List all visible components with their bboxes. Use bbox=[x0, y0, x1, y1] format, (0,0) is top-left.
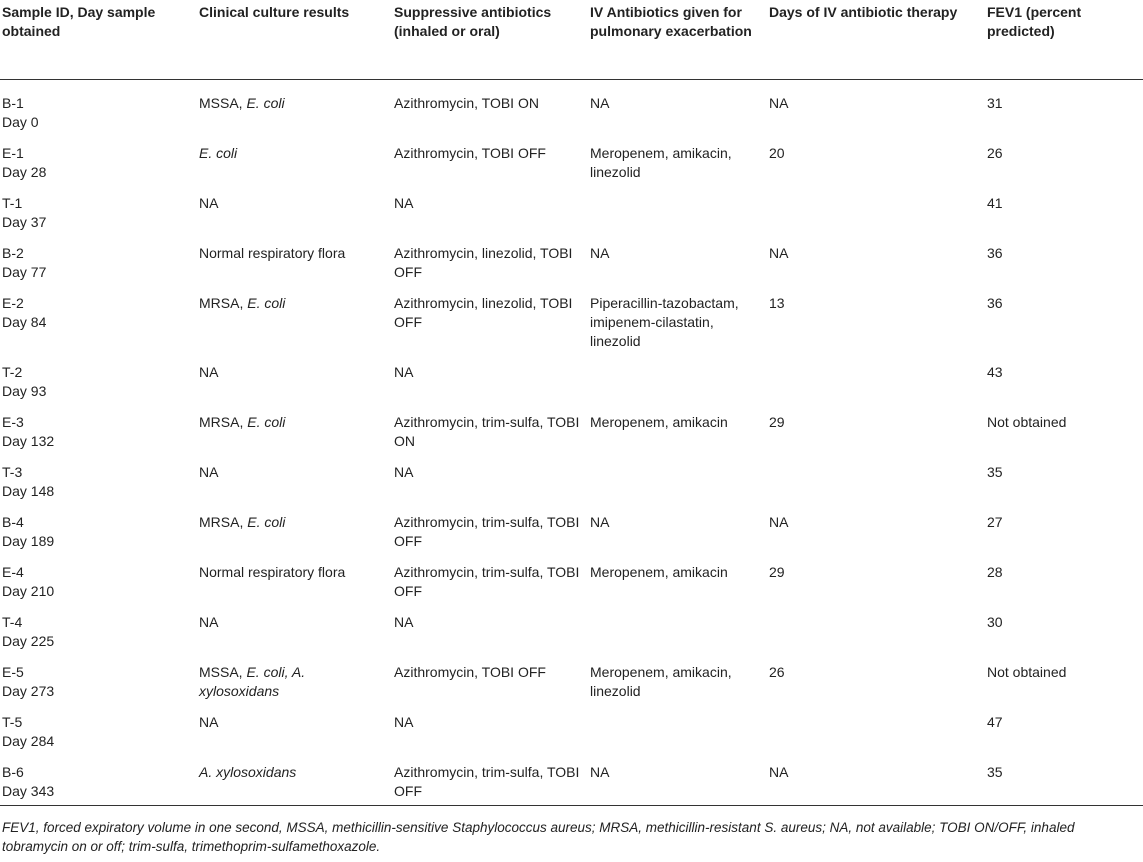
cell-fev1: 26 bbox=[987, 144, 1003, 161]
cell-sample-id bbox=[0, 701, 199, 751]
cell-iv-antibiotics bbox=[590, 601, 769, 651]
cell-fev1: 47 bbox=[987, 713, 1003, 730]
cell-suppressive-antibiotics: Azithromycin, trim-sulfa, TOBI OFF bbox=[394, 563, 580, 599]
cell-sample-id bbox=[0, 401, 199, 451]
header-days-iv-therapy: Days of IV antibiotic therapy bbox=[769, 0, 987, 79]
cell-culture-results bbox=[199, 351, 394, 401]
cell-days-iv-therapy bbox=[769, 351, 987, 401]
cell-culture-results bbox=[199, 132, 394, 182]
cell-suppressive-antibiotics: Azithromycin, trim-sulfa, TOBI OFF bbox=[394, 751, 590, 806]
cell-culture-results bbox=[199, 182, 394, 232]
cell-sample-id bbox=[0, 601, 199, 651]
cell-iv-antibiotics bbox=[590, 701, 769, 751]
table-row bbox=[0, 132, 1143, 182]
cell-fev1: 28 bbox=[987, 563, 1003, 580]
cell-fev1: 31 bbox=[987, 94, 1003, 111]
culture-segment: NA bbox=[199, 463, 219, 480]
culture-segment: MRSA, bbox=[199, 413, 248, 430]
cell-days-iv-therapy: 29 bbox=[769, 563, 785, 580]
cell-days-iv-therapy: NA bbox=[769, 513, 789, 530]
culture-segment: MRSA, bbox=[199, 294, 248, 311]
table-row bbox=[0, 351, 1143, 401]
sample-day: Day 210 bbox=[2, 582, 55, 599]
culture-segment: E. coli bbox=[247, 413, 286, 430]
cell-culture-results bbox=[199, 751, 394, 806]
cell-days-iv-therapy: 13 bbox=[769, 294, 785, 311]
cell-days-iv-therapy: NA bbox=[769, 244, 789, 261]
cell-suppressive-antibiotics: Azithromycin, trim-sulfa, TOBI OFF bbox=[394, 513, 580, 549]
culture-segment: MRSA, bbox=[199, 513, 248, 530]
cell-culture-results bbox=[199, 651, 394, 701]
cell-culture-results bbox=[199, 401, 394, 451]
cell-suppressive-antibiotics: NA bbox=[394, 463, 414, 480]
cell-iv-antibiotics: NA bbox=[590, 751, 769, 806]
cell-suppressive-antibiotics: Azithromycin, trim-sulfa, TOBI ON bbox=[394, 413, 580, 449]
sample-id: T-2 bbox=[2, 363, 23, 380]
culture-segment: E. coli bbox=[199, 144, 238, 161]
sample-day: Day 84 bbox=[2, 313, 47, 330]
cell-culture-results bbox=[199, 551, 394, 601]
cell-sample-id bbox=[0, 232, 199, 282]
cell-iv-antibiotics: NA bbox=[590, 94, 610, 111]
header-row bbox=[0, 0, 1143, 79]
sample-day: Day 273 bbox=[2, 682, 55, 699]
sample-day: Day 37 bbox=[2, 213, 47, 230]
cell-sample-id bbox=[0, 551, 199, 601]
sample-id: B-6 bbox=[2, 763, 24, 780]
sample-day: Day 93 bbox=[2, 382, 47, 399]
sample-id: B-2 bbox=[2, 244, 24, 261]
cell-iv-antibiotics: Meropenem, amikacin, linezolid bbox=[590, 663, 732, 699]
table-row bbox=[0, 232, 1143, 282]
cell-culture-results bbox=[199, 232, 394, 282]
sample-id: B-4 bbox=[2, 513, 24, 530]
sample-day: Day 0 bbox=[2, 113, 39, 130]
cell-fev1: 35 bbox=[987, 463, 1003, 480]
cell-suppressive-antibiotics: NA bbox=[394, 713, 414, 730]
cell-fev1: Not obtained bbox=[987, 413, 1067, 430]
cell-sample-id bbox=[0, 351, 199, 401]
cell-suppressive-antibiotics: NA bbox=[394, 194, 414, 211]
table-footnote: FEV1, forced expiratory volume in one second, MSSA, methicillin-sensitive Staphylococcus aureus; MRSA, methicillin-resistant S. aureus; NA, not available; TOBI ON/OFF, inhaled tobramycin on or off; trim-sulfa, trimethoprim-sulfamethoxazole. bbox=[2, 820, 1075, 854]
cell-sample-id bbox=[0, 751, 199, 806]
sample-id: E-1 bbox=[2, 144, 24, 161]
cell-culture-results bbox=[199, 79, 394, 132]
cell-fev1: 30 bbox=[987, 613, 1003, 630]
cell-fev1: 36 bbox=[987, 294, 1003, 311]
cell-culture-results bbox=[199, 501, 394, 551]
cell-iv-antibiotics bbox=[590, 182, 769, 232]
table-row bbox=[0, 79, 1143, 132]
cell-fev1: 35 bbox=[987, 751, 1143, 806]
sample-id: T-3 bbox=[2, 463, 23, 480]
sample-id: T-5 bbox=[2, 713, 23, 730]
sample-id: T-1 bbox=[2, 194, 23, 211]
table-row bbox=[0, 601, 1143, 651]
cell-suppressive-antibiotics: Azithromycin, TOBI OFF bbox=[394, 663, 546, 680]
cell-days-iv-therapy bbox=[769, 451, 987, 501]
sample-day: Day 28 bbox=[2, 163, 47, 180]
sample-id: E-5 bbox=[2, 663, 24, 680]
culture-segment: Normal respiratory flora bbox=[199, 244, 346, 261]
cell-iv-antibiotics: Meropenem, amikacin bbox=[590, 413, 728, 430]
cell-fev1: 27 bbox=[987, 513, 1003, 530]
culture-segment: E. coli, A. xylosoxidans bbox=[199, 663, 306, 699]
table-header bbox=[0, 0, 1143, 79]
table-row bbox=[0, 651, 1143, 701]
cell-iv-antibiotics: Meropenem, amikacin, linezolid bbox=[590, 144, 732, 180]
sample-id: B-1 bbox=[2, 94, 24, 111]
sample-day: Day 284 bbox=[2, 732, 55, 749]
sample-id: E-2 bbox=[2, 294, 24, 311]
cell-fev1: 41 bbox=[987, 194, 1003, 211]
sample-id: T-4 bbox=[2, 613, 23, 630]
cell-culture-results bbox=[199, 601, 394, 651]
table-row bbox=[0, 501, 1143, 551]
sample-day: Day 132 bbox=[2, 432, 55, 449]
header-sample-id: Sample ID, Day sample obtained bbox=[0, 0, 199, 79]
cell-days-iv-therapy: NA bbox=[769, 751, 987, 806]
culture-segment: NA bbox=[199, 713, 219, 730]
table-row bbox=[0, 282, 1143, 351]
cell-culture-results bbox=[199, 282, 394, 351]
cell-fev1: 36 bbox=[987, 244, 1003, 261]
table-row bbox=[0, 551, 1143, 601]
sample-day: Day 225 bbox=[2, 632, 55, 649]
cell-sample-id bbox=[0, 182, 199, 232]
cell-iv-antibiotics: NA bbox=[590, 244, 610, 261]
table-row bbox=[0, 451, 1143, 501]
cell-suppressive-antibiotics: Azithromycin, TOBI OFF bbox=[394, 144, 546, 161]
cell-days-iv-therapy: NA bbox=[769, 94, 789, 111]
culture-segment: A. xylosoxidans bbox=[199, 763, 297, 780]
culture-segment: NA bbox=[199, 363, 219, 380]
header-fev1: FEV1 (percent predicted) bbox=[987, 0, 1143, 79]
table-row bbox=[0, 751, 1143, 806]
culture-segment: MSSA, bbox=[199, 94, 247, 111]
culture-segment: MSSA, bbox=[199, 663, 247, 680]
cell-suppressive-antibiotics: NA bbox=[394, 613, 414, 630]
cell-sample-id bbox=[0, 651, 199, 701]
cell-iv-antibiotics: NA bbox=[590, 513, 610, 530]
culture-segment: E. coli bbox=[247, 513, 286, 530]
header-iv-antibiotics: IV Antibiotics given for pulmonary exacerbation bbox=[590, 0, 769, 79]
cell-days-iv-therapy: 26 bbox=[769, 663, 785, 680]
sample-day: Day 343 bbox=[2, 782, 55, 799]
sample-day: Day 189 bbox=[2, 532, 55, 549]
cell-fev1: 43 bbox=[987, 363, 1003, 380]
culture-segment: Normal respiratory flora bbox=[199, 563, 346, 580]
cell-iv-antibiotics: Meropenem, amikacin bbox=[590, 563, 728, 580]
cell-iv-antibiotics bbox=[590, 351, 769, 401]
cell-suppressive-antibiotics: NA bbox=[394, 363, 414, 380]
culture-segment: NA bbox=[199, 613, 219, 630]
culture-segment: NA bbox=[199, 194, 219, 211]
culture-segment: E. coli bbox=[246, 94, 285, 111]
cell-sample-id bbox=[0, 282, 199, 351]
cell-days-iv-therapy bbox=[769, 701, 987, 751]
cell-suppressive-antibiotics: Azithromycin, linezolid, TOBI OFF bbox=[394, 244, 573, 280]
cell-days-iv-therapy: 29 bbox=[769, 413, 785, 430]
cell-culture-results bbox=[199, 701, 394, 751]
cell-fev1: Not obtained bbox=[987, 663, 1067, 680]
cell-sample-id bbox=[0, 132, 199, 182]
cell-iv-antibiotics: Piperacillin-tazobactam, imipenem-cilastatin, linezolid bbox=[590, 294, 739, 349]
sample-day: Day 148 bbox=[2, 482, 55, 499]
table-body bbox=[0, 79, 1143, 805]
cell-sample-id bbox=[0, 79, 199, 132]
cell-days-iv-therapy: 20 bbox=[769, 144, 785, 161]
cell-suppressive-antibiotics: Azithromycin, linezolid, TOBI OFF bbox=[394, 294, 573, 330]
sample-day: Day 77 bbox=[2, 263, 47, 280]
sample-id: E-4 bbox=[2, 563, 24, 580]
table-row bbox=[0, 401, 1143, 451]
table-row bbox=[0, 182, 1143, 232]
cell-sample-id bbox=[0, 451, 199, 501]
cell-iv-antibiotics bbox=[590, 451, 769, 501]
sample-id: E-3 bbox=[2, 413, 24, 430]
table-row bbox=[0, 701, 1143, 751]
culture-segment: E. coli bbox=[247, 294, 286, 311]
cell-days-iv-therapy bbox=[769, 182, 987, 232]
cell-suppressive-antibiotics: Azithromycin, TOBI ON bbox=[394, 94, 539, 111]
cell-days-iv-therapy bbox=[769, 601, 987, 651]
cell-culture-results bbox=[199, 451, 394, 501]
header-suppressive-antibiotics: Suppressive antibiotics (inhaled or oral) bbox=[394, 0, 590, 79]
header-culture-results: Clinical culture results bbox=[199, 0, 394, 79]
cell-sample-id bbox=[0, 501, 199, 551]
